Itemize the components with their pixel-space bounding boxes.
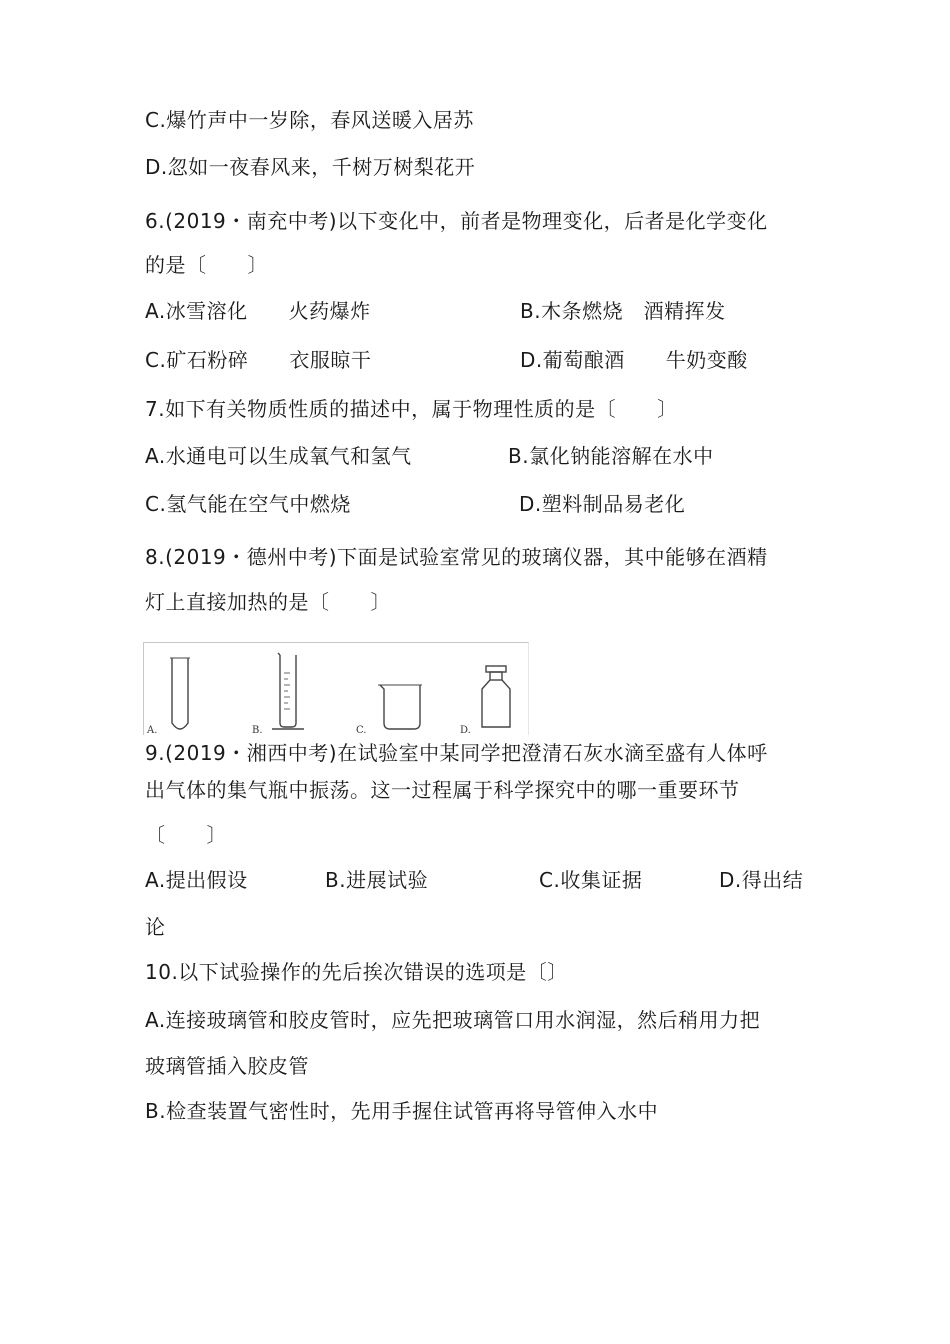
option-d-q9-continued: 论 bbox=[145, 915, 166, 939]
option-a-q7: A.水通电可以生成氧气和氢气 bbox=[145, 444, 412, 468]
option-a-q10-line-1: A.连接玻璃管和胶皮管时，应先把玻璃管口用水润湿，然后稍用力把 bbox=[145, 1008, 761, 1032]
option-d-q7: D.塑料制品易老化 bbox=[519, 492, 686, 516]
question-10: 10.以下试验操作的先后挨次错误的选项是〔〕 bbox=[145, 960, 568, 984]
beaker-icon bbox=[378, 685, 422, 729]
question-8-line-2: 灯上直接加热的是〔 〕 bbox=[145, 590, 391, 614]
option-d-q6: D.葡萄酿酒 牛奶变酸 bbox=[520, 348, 748, 372]
figure-label-a: A. bbox=[147, 725, 158, 735]
option-a-q9: A.提出假设 bbox=[145, 868, 248, 892]
question-6-line-1: 6.(2019・南充中考)以下变化中，前者是物理变化，后者是化学变化 bbox=[145, 209, 768, 233]
graduated-cylinder-icon bbox=[272, 653, 304, 729]
figure-label-c: C. bbox=[356, 725, 367, 735]
option-c-q5: C.爆竹声中一岁除，春风送暖入居苏 bbox=[145, 108, 474, 132]
option-c-q6: C.矿石粉碎 衣服晾干 bbox=[145, 348, 372, 372]
option-b-q6: B.木条燃烧 酒精挥发 bbox=[520, 299, 726, 323]
question-9-line-3: 〔 〕 bbox=[145, 823, 227, 847]
option-a-q10-line-2: 玻璃管插入胶皮管 bbox=[145, 1054, 309, 1078]
option-a-q6: A.冰雪溶化 火药爆炸 bbox=[145, 299, 371, 323]
figure-label-d: D. bbox=[460, 725, 471, 735]
option-b-q10: B.检查装置气密性时，先用手握住试管再将导管伸入水中 bbox=[145, 1099, 659, 1123]
figure-label-b: B. bbox=[252, 725, 263, 735]
option-c-q7: C.氢气能在空气中燃烧 bbox=[145, 492, 351, 516]
option-c-q9: C.收集证据 bbox=[539, 868, 643, 892]
question-8-line-1: 8.(2019・德州中考)下面是试验室常见的玻璃仪器，其中能够在酒精 bbox=[145, 545, 768, 569]
option-b-q9: B.进展试验 bbox=[325, 868, 429, 892]
test-tube-icon bbox=[170, 658, 190, 729]
option-d-q5: D.忽如一夜春风来，千树万树梨花开 bbox=[145, 155, 476, 179]
question-7: 7.如下有关物质性质的描述中，属于物理性质的是〔 〕 bbox=[145, 397, 678, 421]
option-b-q7: B.氯化钠能溶解在水中 bbox=[508, 444, 714, 468]
option-d-q9: D.得出结 bbox=[719, 868, 804, 892]
reagent-bottle-icon bbox=[482, 666, 510, 727]
glassware-figure bbox=[143, 642, 529, 735]
question-9-line-1: 9.(2019・湘西中考)在试验室中某同学把澄清石灰水滴至盛有人体呼 bbox=[145, 741, 768, 765]
question-9-line-2: 出气体的集气瓶中振荡。这一过程属于科学探究中的哪一重要环节 bbox=[145, 778, 740, 802]
question-6-line-2: 的是〔 〕 bbox=[145, 253, 268, 277]
